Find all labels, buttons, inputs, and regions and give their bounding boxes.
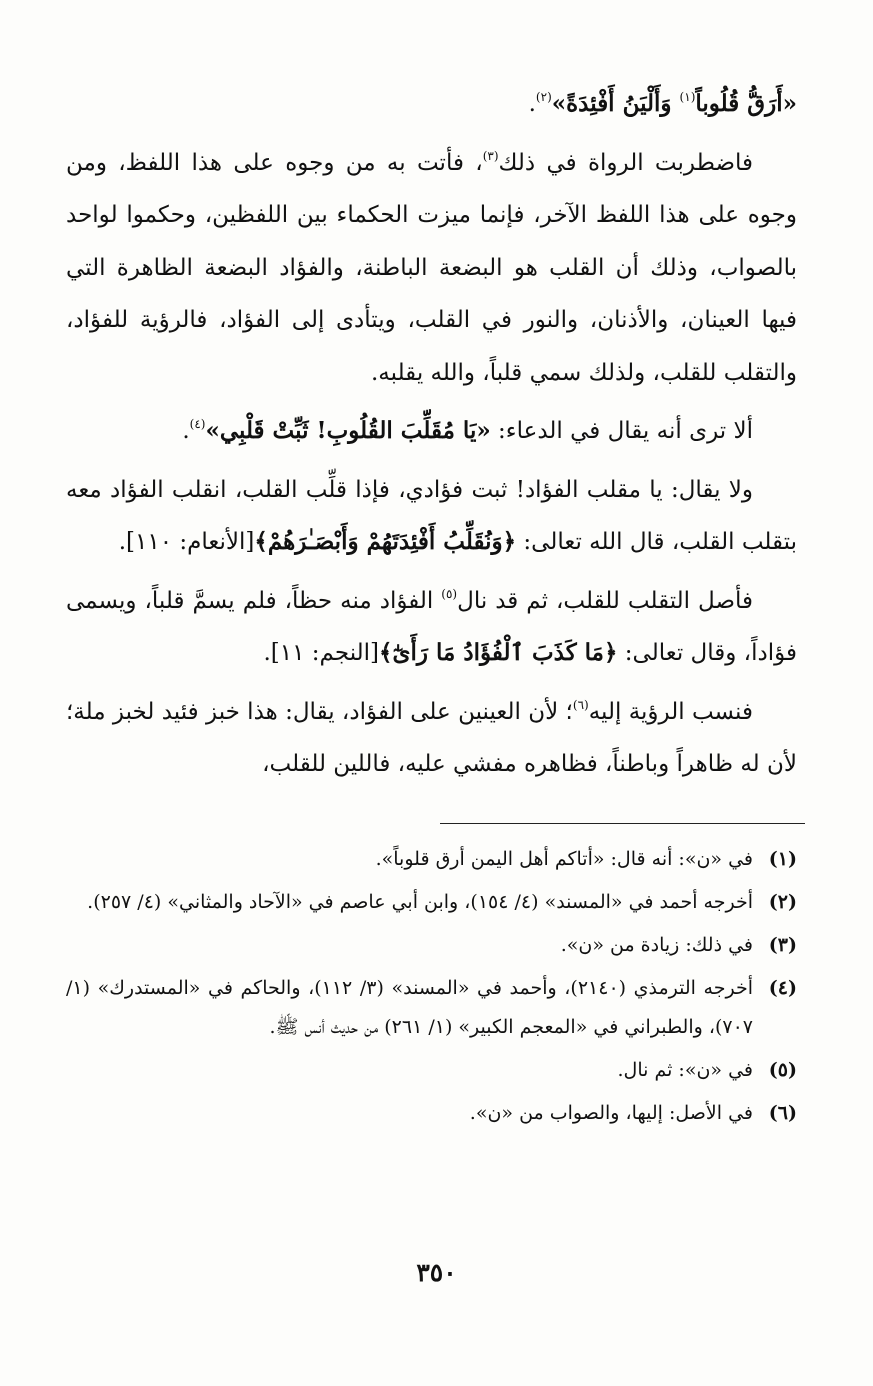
quran-verse: ﴿مَا كَذَبَ ٱلْفُؤَادُ مَا رَأَىٰٓ﴾ [379, 639, 618, 666]
main-text [66, 78, 797, 797]
footnote-text: أخرجه الترمذي (٢١٤٠)، وأحمد في «المسند» (٣/ ١١٢)، والحاكم في «المستدرك» (١/ ٧٠٧)، والطبراني في «المعجم الكبير» (١/ ٢٦١) من حديث أنس ﷺ. [66, 977, 753, 1038]
paragraph-2 [66, 405, 797, 458]
footnote-divider [440, 823, 805, 824]
footnote-number: (٢) [768, 891, 797, 913]
hadith-quote: «أَرَقُّ قُلُوباً [695, 90, 797, 117]
paragraph-4 [66, 575, 797, 680]
quran-verse: ﴿وَنُقَلِّبُ أَفْئِدَتَهُمْ وَأَبْصَـٰرَهُمْ﴾ [254, 528, 517, 555]
paragraph-1 [66, 137, 797, 400]
footnote-text: في «ن»: ثم نال. [617, 1059, 753, 1081]
hadith-quote-cont: وَأَلْيَنُ أَفْئِدَةً» [551, 90, 680, 117]
paragraph-text: ؛ لأن العينين على الفؤاد، يقال: هذا خبز فئيد لخبز ملة؛ لأن له ظاهراً وباطناً، فظاهره مفشي عليه، فاللين للقلب، [66, 698, 797, 777]
footnote-item [66, 1051, 797, 1090]
paragraph-3 [66, 464, 797, 569]
footnote-number: (٣) [768, 934, 797, 956]
footnote-ref-3[interactable]: (٣) [482, 148, 499, 163]
punctuation: . [182, 418, 190, 444]
paragraph-text: فنسب الرؤية إليه [588, 698, 753, 725]
footnote-text: في ذلك: زيادة من «ن». [560, 934, 753, 956]
page-number: ٣٥٠ [416, 1258, 457, 1287]
paragraph-text: ألا ترى أنه يقال في الدعاء: [490, 418, 753, 444]
footnote-number: (٥) [768, 1059, 797, 1081]
hadith-line [66, 78, 797, 131]
footnote-item [66, 883, 797, 922]
footnote-number: (٦) [768, 1102, 797, 1124]
quran-reference: [النجم: ١١]. [263, 640, 380, 666]
dua-quote: «يَا مُقَلِّبَ القُلُوبِ! ثَبِّتْ قَلْبِي» [205, 417, 491, 444]
footnote-number: (٤) [768, 977, 797, 999]
footnote-text: أخرجه أحمد في «المسند» (٤/ ١٥٤)، وابن أبي عاصم في «الآحاد والمثاني» (٤/ ٢٥٧). [87, 891, 753, 913]
footnote-ref-5[interactable]: (٥) [441, 586, 458, 601]
paragraph-text: ولا يقال: يا مقلب الفؤاد! ثبت فؤادي، فإذا قلِّب القلب، انقلب الفؤاد معه بتقلب القلب، قال الله تعالى: [66, 476, 797, 555]
footnote-text: في الأصل: إليها، والصواب من «ن». [469, 1102, 753, 1124]
paragraph-text: فأصل التقلب للقلب، ثم قد نال [457, 587, 754, 614]
paragraph-text: ، فأتت به من وجوه على هذا اللفظ، ومن وجوه على هذا اللفظ الآخر، فإنما ميزت الحكماء بين اللفظين، وحكموا لواحد بالصواب، وذلك أن القلب هو البضعة الباطنة، والفؤاد البضعة الظاهرة التي فيها العينان، والأذنان، والنور في القلب، ويتأدى إلى الفؤاد، فالرؤية للفؤاد، والتقلب للقلب، ولذلك سمي قلباً، والله يقلبه. [66, 149, 797, 386]
footnote-text: في «ن»: أنه قال: «أتاكم أهل اليمن أرق قلوباً». [375, 848, 753, 870]
quran-reference: [الأنعام: ١١٠]. [118, 529, 255, 555]
footnote-item [66, 840, 797, 879]
footnote-number: (١) [768, 848, 797, 870]
footnote-ref-4[interactable]: (٤) [189, 417, 206, 431]
footnote-item [66, 1094, 797, 1133]
footnotes [66, 840, 797, 1137]
footnote-ref-6[interactable]: (٦) [572, 697, 589, 712]
paragraph-text: فاضطربت الرواة في ذلك [498, 149, 753, 176]
paragraph-5 [66, 686, 797, 791]
paragraph-text: الفؤاد منه حظاً، فلم يسمَّ قلباً، ويسمى فؤاداً، وقال تعالى: [66, 587, 797, 666]
footnote-ref-2[interactable]: (٢) [535, 90, 552, 104]
footnote-ref-1[interactable]: (١) [679, 90, 696, 104]
footnote-item [66, 969, 797, 1047]
punctuation: . [528, 91, 536, 117]
footnote-item [66, 926, 797, 965]
